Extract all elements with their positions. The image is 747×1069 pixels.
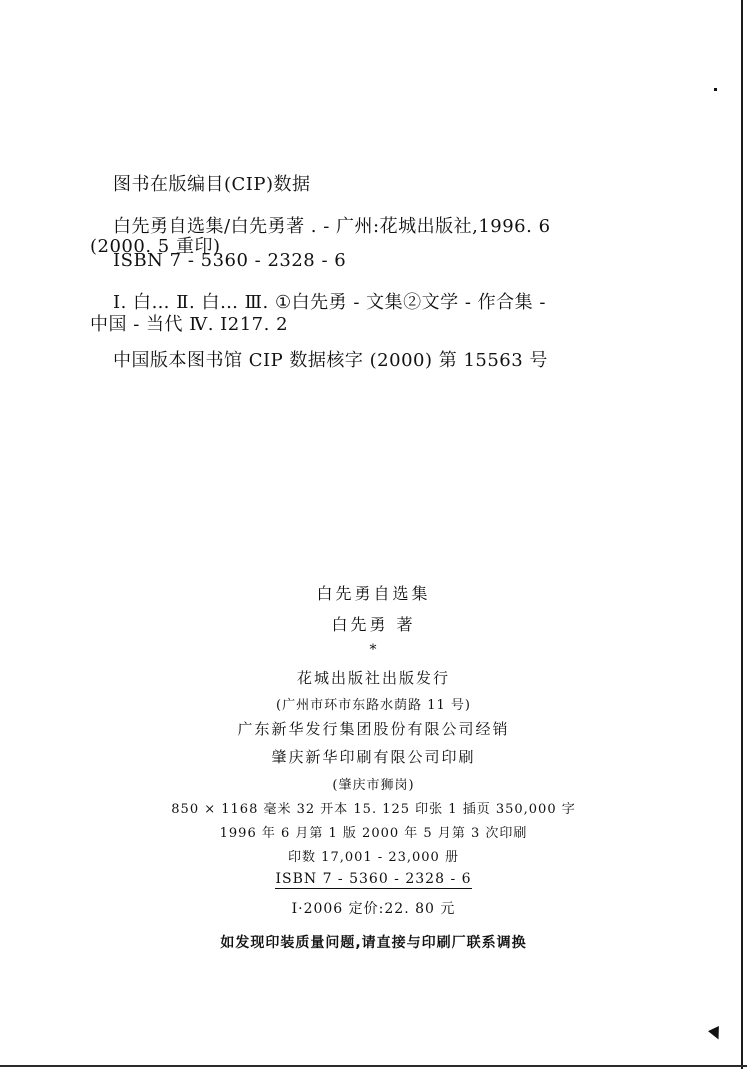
printer-line: 肇庆新华印刷有限公司印刷 xyxy=(271,748,476,766)
cip-classification-line: Ⅰ. 白… Ⅱ. 白… Ⅲ. ①白先勇 - 文集②文学 - 作合集 - xyxy=(113,292,546,313)
isbn-text: ISBN 7 - 5360 - 2328 - 6 xyxy=(275,871,472,887)
specs-line: 850 × 1168 毫米 32 开本 15. 125 印张 1 插页 350,000 字 xyxy=(171,802,576,817)
separator-asterisk: * xyxy=(369,642,378,658)
publisher-address: (广州市环市东路水荫路 11 号) xyxy=(276,698,471,713)
print-run-line: 印数 17,001 - 23,000 册 xyxy=(288,850,459,865)
scan-edge-bottom xyxy=(0,1065,747,1067)
colophon-isbn xyxy=(0,871,747,887)
printer-address: (肇庆市狮岗) xyxy=(332,778,415,793)
cip-reprint-line: (2000. 5 重印) xyxy=(90,236,221,257)
scan-speck xyxy=(714,88,717,91)
cip-heading: 图书在版编目(CIP)数据 xyxy=(113,174,311,195)
quality-notice: 如发现印装质量问题,请直接与印刷厂联系调换 xyxy=(220,935,527,951)
cip-title-line: 白先勇自选集/白先勇著 . - 广州:花城出版社,1996. 6 xyxy=(113,216,551,237)
price-line: I·2006 定价:22. 80 元 xyxy=(291,901,456,917)
cip-classification-line-2: 中国 - 当代 Ⅳ. I217. 2 xyxy=(90,314,289,335)
cip-isbn: ISBN 7 - 5360 - 2328 - 6 xyxy=(113,250,347,271)
publisher-line: 花城出版社出版发行 xyxy=(296,669,450,687)
scan-corner-mark xyxy=(708,1026,724,1042)
distributor-line: 广东新华发行集团股份有限公司经销 xyxy=(237,720,510,738)
book-title: 白先勇自选集 xyxy=(316,584,431,603)
edition-line: 1996 年 6 月第 1 版 2000 年 5 月第 3 次印刷 xyxy=(219,826,528,841)
cip-core-number: 中国版本图书馆 CIP 数据核字 (2000) 第 15563 号 xyxy=(113,350,548,371)
author-line: 白先勇 著 xyxy=(331,615,416,634)
